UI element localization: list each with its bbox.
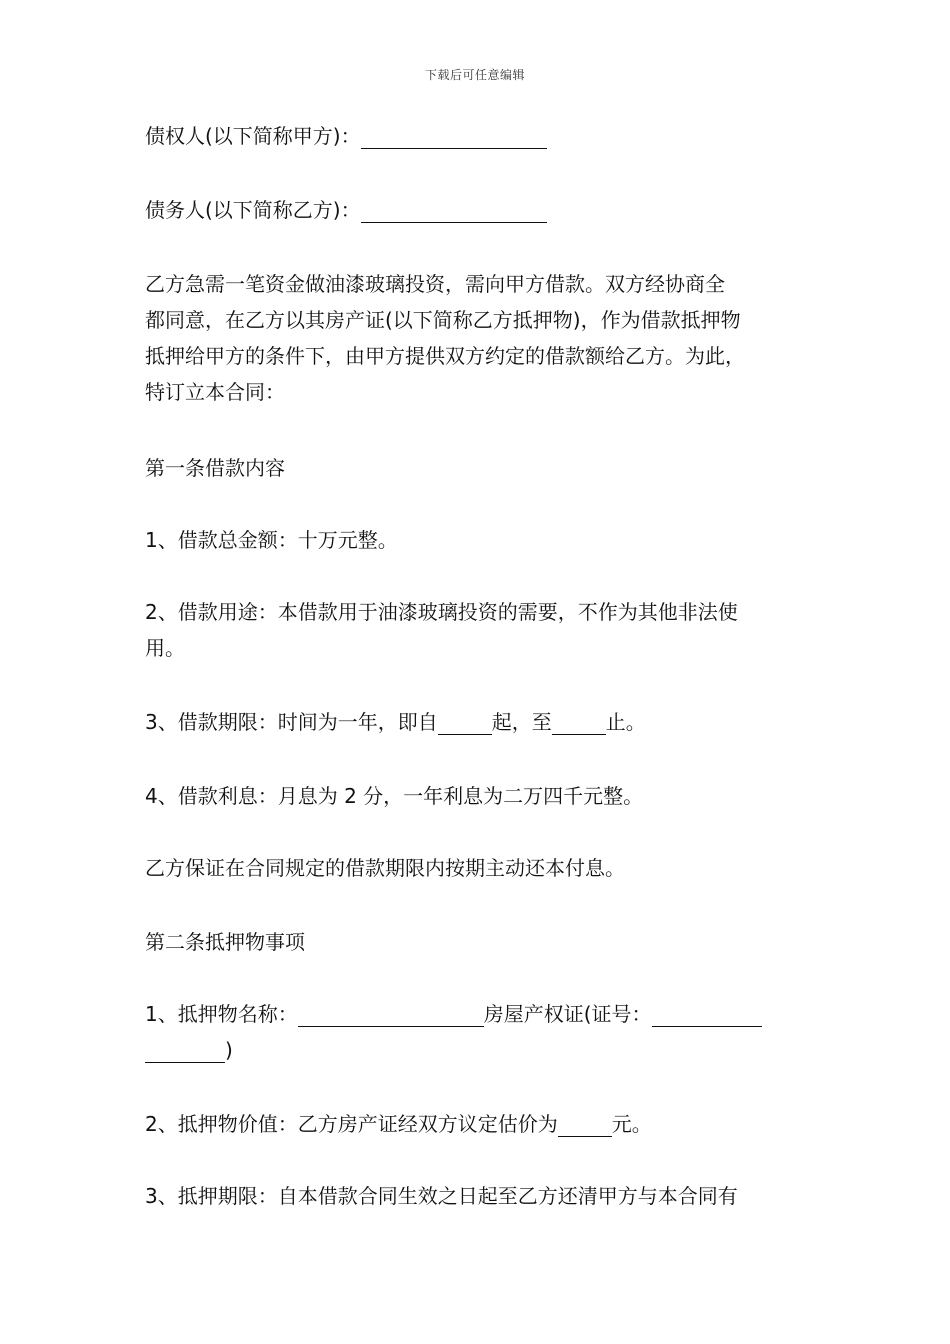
article2-item1-line2 [145,1032,817,1068]
intro-line-1: 乙方急需一笔资金做油漆玻璃投资，需向甲方借款。双方经协商全 [145,272,725,296]
creditor-label: 债权人(以下简称甲方)： [145,124,361,148]
intro-line-3: 抵押给甲方的条件下，由甲方提供双方约定的借款额给乙方。为此， [145,344,745,368]
item3-middle: 起，至 [491,710,552,734]
article1-item3 [145,704,817,740]
article1-item2-line1: 2、借款用途：本借款用于油漆玻璃投资的需要，不作为其他非法使 [145,600,738,624]
debtor-line [145,192,817,228]
article2-item1 [145,996,817,1068]
end-date-blank [552,712,606,735]
intro-line-2: 都同意，在乙方以其房产证(以下简称乙方抵押物)，作为借款抵押物 [145,308,741,332]
cert-number-blank-cont [145,1040,225,1063]
creditor-blank [361,126,547,149]
article1-item1: 1、借款总金额：十万元整。 [145,528,398,552]
creditor-line [145,118,817,154]
page-header: 下载后可任意编辑 [424,68,525,82]
item3-prefix: 3、借款期限：时间为一年，即自 [145,710,438,734]
start-date-blank [438,712,492,735]
debtor-blank [361,200,547,223]
collateral-name-blank [298,1004,484,1027]
repayment-guarantee: 乙方保证在合同规定的借款期限内按期主动还本付息。 [145,856,625,880]
article2-item3: 3、抵押期限：自本借款合同生效之日起至乙方还清甲方与本合同有 [145,1184,738,1208]
collateral-name-label: 1、抵押物名称： [145,1002,298,1026]
collateral-value-unit: 元。 [611,1112,652,1136]
collateral-value-blank [558,1114,612,1137]
property-cert-label: 房屋产权证(证号： [483,1002,652,1026]
debtor-label: 债务人(以下简称乙方)： [145,198,361,222]
article2-item1-line1 [145,996,817,1032]
article1-title: 第一条借款内容 [145,456,285,480]
article2-item2 [145,1106,817,1142]
article1-item2 [145,594,817,666]
article1-item4: 4、借款利息：月息为 2 分，一年利息为二万四千元整。 [145,784,644,808]
intro-line-4: 特订立本合同： [145,380,285,404]
collateral-value-label: 2、抵押物价值：乙方房产证经双方议定估价为 [145,1112,558,1136]
item3-suffix: 止。 [605,710,646,734]
article2-title: 第二条抵押物事项 [145,930,305,954]
cert-close-paren: ) [225,1038,233,1062]
cert-number-blank [652,1004,762,1027]
intro-paragraph [145,266,817,410]
article1-item2-line2: 用。 [145,636,185,660]
